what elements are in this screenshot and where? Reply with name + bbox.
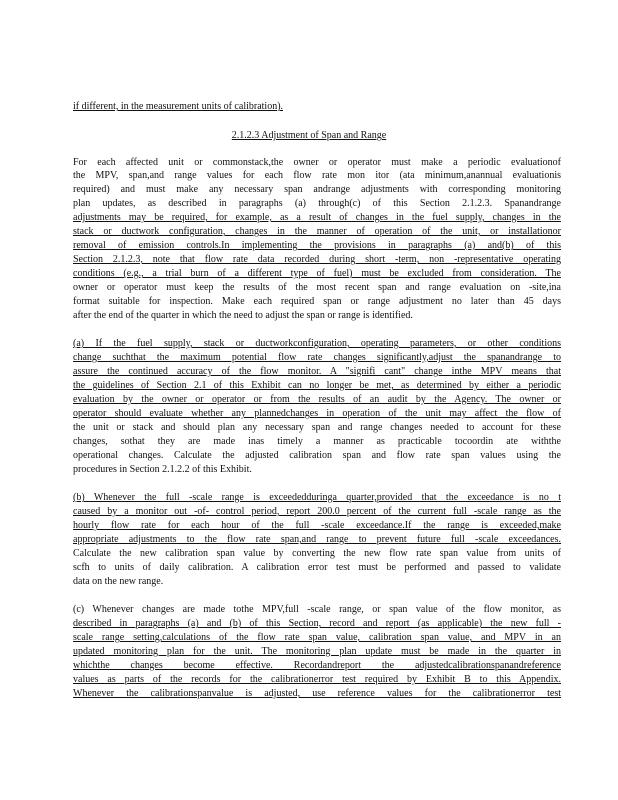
paragraph-line bbox=[73, 576, 561, 588]
paragraph-line bbox=[73, 296, 561, 308]
paragraph-line bbox=[73, 184, 561, 196]
paragraph-line bbox=[73, 660, 561, 672]
paragraph-line bbox=[73, 646, 561, 658]
line-text: scfh to units of daily calibration. A calibration error test must be performed and passed to validate bbox=[73, 562, 561, 573]
paragraph-line bbox=[73, 450, 561, 462]
paragraph-line bbox=[73, 618, 561, 630]
line-text: required) and must make any necessary span andrange adjustments with corresponding monitoring bbox=[73, 184, 561, 195]
line-text: operational changes. Calculate the adjusted calibration span and flow rate span values using the bbox=[73, 450, 561, 461]
paragraph-line bbox=[73, 352, 561, 364]
line-text: adjustments may be required, for example, as a result of changes in the fuel supply, changes in the bbox=[73, 212, 561, 223]
paragraph-line bbox=[73, 408, 561, 420]
paragraph-line bbox=[73, 366, 561, 378]
line-text: scale range setting,calculations of the flow rate span value, calibration span value, and MPV in an bbox=[73, 632, 561, 643]
intro-line bbox=[73, 101, 561, 113]
paragraph-line bbox=[73, 380, 561, 392]
line-text: the MPV, span,and range values for each flow rate mon itor (ata minimum,anannual evaluationis bbox=[73, 170, 561, 181]
line-text: conditions (e.g., a trial burn of a different type of fuel) must be excluded from consideration. The bbox=[73, 268, 561, 279]
section-heading bbox=[0, 130, 618, 142]
paragraph-line bbox=[73, 240, 561, 252]
line-text: the unit or stack and should plan any necessary span and range changes needed to account for these bbox=[73, 422, 561, 433]
line-text: Section 2.1.2.3, note that flow rate data recorded during short -term, non -representative operating bbox=[73, 254, 561, 265]
line-text: (a) If the fuel supply, stack or ductworkconfiguration, operating parameters, or other conditions bbox=[73, 338, 561, 349]
paragraph-line bbox=[73, 282, 561, 294]
line-text: stack or ductwork configuration, changes in the manner of operation of the unit, or installationor bbox=[73, 226, 561, 237]
line-text: caused by a monitor out -of- control period, report 200.0 percent of the current full -scale range as the bbox=[73, 506, 561, 517]
line-text: appropriate adjustments to the flow rate span,and range to prevent future full -scale exceedances. bbox=[73, 534, 561, 545]
paragraph-line bbox=[73, 268, 561, 280]
paragraph-line bbox=[73, 157, 561, 169]
paragraph-line bbox=[73, 604, 561, 616]
paragraph-line bbox=[73, 338, 561, 350]
paragraph-line bbox=[73, 688, 561, 700]
paragraph-line bbox=[73, 534, 561, 546]
line-text: evaluation by the owner or operator or from the results of an audit by the Agency. The owner or bbox=[73, 394, 561, 405]
paragraph-line bbox=[73, 548, 561, 560]
line-text: procedures in Section 2.1.2.2 of this Exhibit. bbox=[73, 464, 252, 475]
paragraph-line bbox=[73, 226, 561, 238]
line-text: For each affected unit or commonstack,the owner or operator must make a periodic evaluationof bbox=[73, 157, 561, 168]
paragraph-line bbox=[73, 506, 561, 518]
intro-line-text: if different, in the measurement units of calibration). bbox=[73, 101, 284, 112]
section-heading-text: 2.1.2.3 Adjustment of Span and Range bbox=[231, 130, 387, 141]
line-text: operator should evaluate whether any plannedchanges in operation of the unit may affect the flow of bbox=[73, 408, 561, 419]
line-text: owner or operator must keep the results of the most recent span and range evaluation on -site,ina bbox=[73, 282, 561, 293]
line-text: Calculate the new calibration span value by converting the new flow rate span value from units of bbox=[73, 548, 561, 559]
line-text: after the end of the quarter in which the need to adjust the span or range is identified. bbox=[73, 310, 413, 321]
line-text: hourly flow rate for each hour of the full -scale exceedance.If the range is exceeded,make bbox=[73, 520, 561, 531]
line-text: described in paragraphs (a) and (b) of this Section, record and report (as applicable) the new full - bbox=[73, 618, 561, 629]
paragraph-line bbox=[73, 394, 561, 406]
paragraph-line bbox=[73, 674, 561, 686]
paragraph-line bbox=[73, 520, 561, 532]
paragraph-line bbox=[73, 436, 561, 448]
line-text: updated monitoring plan for the unit. The monitoring plan update must be made in the quarter in bbox=[73, 646, 561, 657]
paragraph-line bbox=[73, 198, 561, 210]
line-text: assure the continued accuracy of the flow monitor. A "signifi cant" change inthe MPV means that bbox=[73, 366, 561, 377]
line-text: change suchthat the maximum potential flow rate changes significantly,adjust the spanandrange to bbox=[73, 352, 561, 363]
paragraph-line bbox=[73, 422, 561, 434]
line-text: removal of emission controls.In implementing the provisions in paragraphs (a) and(b) of this bbox=[73, 240, 561, 251]
line-text: data on the new range. bbox=[73, 576, 164, 587]
line-text: whichthe changes become effective. Recordandreport the adjustedcalibrationspanandreference bbox=[73, 660, 561, 671]
paragraph-line bbox=[73, 492, 561, 504]
paragraph-line bbox=[73, 562, 561, 574]
line-text: (c) Whenever changes are made tothe MPV,full -scale range, or span value of the flow monitor, as bbox=[73, 604, 561, 615]
line-text: the guidelines of Section 2.1 of this Exhibit can no longer be met, as determined by either a periodic bbox=[73, 380, 561, 391]
paragraph-line bbox=[73, 310, 561, 322]
paragraph-line bbox=[73, 212, 561, 224]
line-text: values as parts of the records for the calibrationerror test required by Exhibit B to this Appendix. bbox=[73, 674, 561, 685]
paragraph-line bbox=[73, 632, 561, 644]
line-text: (b) Whenever the full -scale range is exceededduringa quarter,provided that the exceedance is no t bbox=[73, 492, 561, 503]
paragraph-line bbox=[73, 464, 561, 476]
paragraph-line bbox=[73, 254, 561, 266]
line-text: format suitable for inspection. Make each required span or range adjustment no later than 45 days bbox=[73, 296, 561, 307]
line-text: plan updates, as described in paragraphs (a) through(c) of this Section 2.1.2.3. Spanandrange bbox=[73, 198, 561, 209]
line-text: Whenever the calibrationspanvalue is adjusted, use reference values for the calibrationerror test bbox=[73, 688, 561, 699]
line-text: changes, sothat they are made inas timely a manner as practicable tocoordin ate withthe bbox=[73, 436, 561, 447]
paragraph-line bbox=[73, 170, 561, 182]
